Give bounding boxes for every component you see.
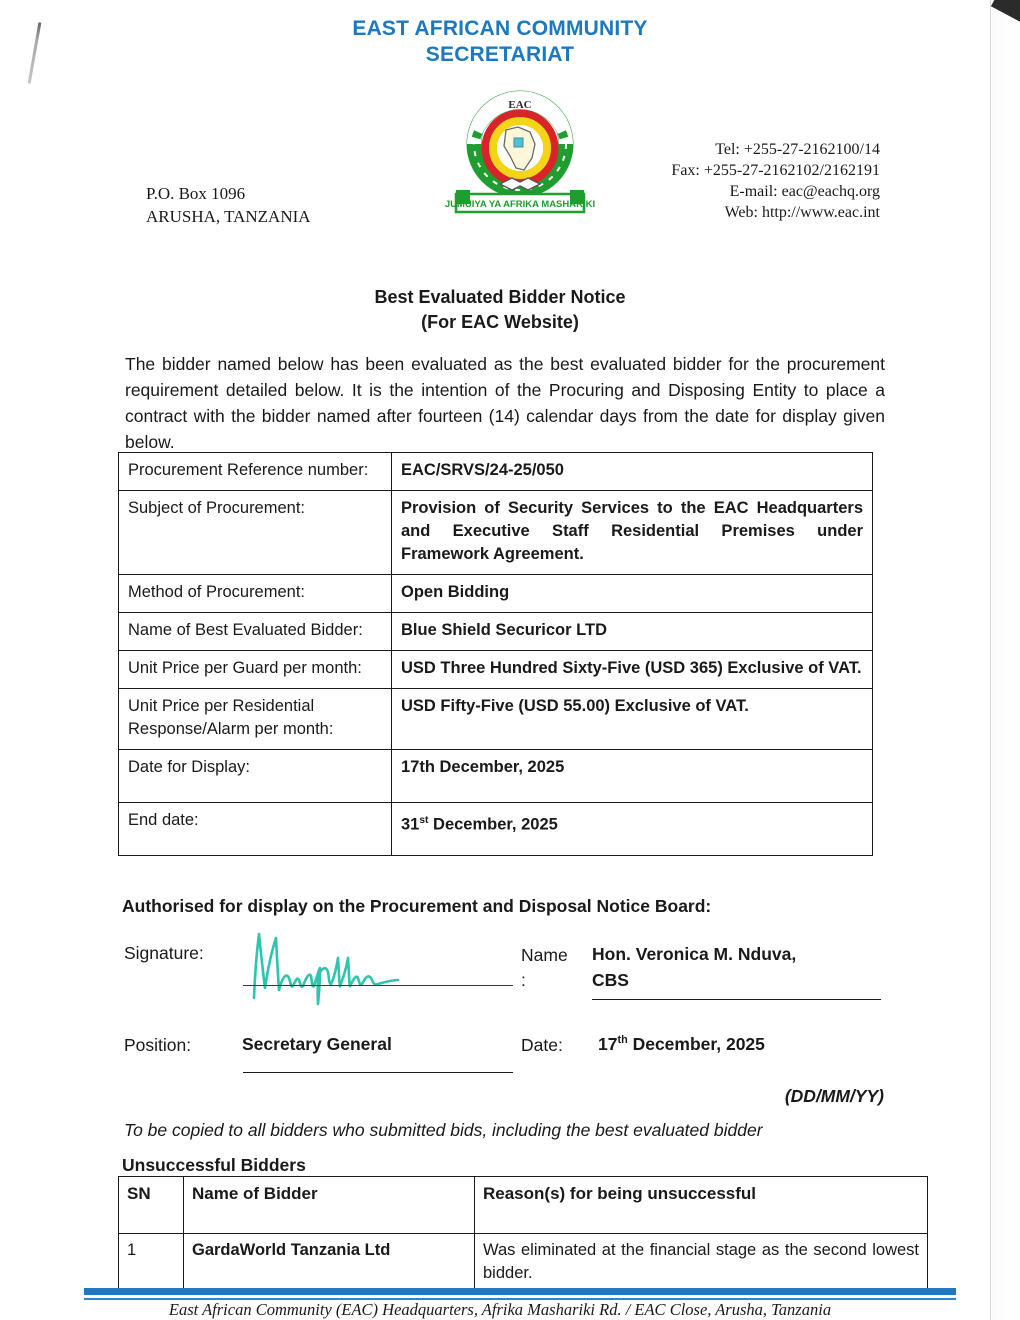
date-value (598, 1034, 765, 1055)
table-row (119, 689, 873, 750)
postal-address (146, 182, 311, 228)
table-row (119, 651, 873, 689)
contact-fax: Fax: +255-27-2162102/2162191 (671, 162, 880, 179)
detail-value-end-date (392, 803, 873, 856)
organisation-title (0, 16, 1000, 68)
postal-box: P.O. Box 1096 (146, 184, 246, 203)
table-row (119, 491, 873, 575)
table-row (119, 575, 873, 613)
table-header-row (119, 1177, 928, 1234)
eac-logo (440, 86, 600, 218)
contact-tel: Tel: +255-27-2162100/14 (715, 141, 880, 158)
table-row (119, 803, 873, 856)
procurement-details-table (118, 452, 873, 856)
detail-label: Unit Price per Guard per month: (119, 651, 392, 689)
signatory-name (592, 941, 884, 993)
signature-underline (243, 985, 513, 986)
logo-eac-text: EAC (508, 99, 532, 111)
organisation-name: EAST AFRICAN COMMUNITY (352, 17, 648, 40)
detail-value: USD Fifty-Five (USD 55.00) Exclusive of VAT. (392, 689, 873, 750)
bidder-name: GardaWorld Tanzania Ltd (184, 1234, 475, 1293)
position-label: Position: (124, 1035, 192, 1055)
detail-label: Name of Best Evaluated Bidder: (119, 613, 392, 651)
name-label-text: Name (521, 945, 568, 965)
signature-image (246, 928, 446, 1006)
end-date-day: 31 (401, 815, 420, 834)
handwritten-signature-icon (246, 928, 446, 1006)
bidder-sn: 1 (119, 1234, 184, 1293)
contact-email: E-mail: eac@eachq.org (729, 183, 880, 200)
eac-emblem-icon (440, 86, 600, 218)
table-row (119, 1234, 928, 1293)
detail-label: Subject of Procurement: (119, 491, 392, 575)
column-header-sn: SN (119, 1177, 184, 1234)
detail-value: Blue Shield Securicor LTD (392, 613, 873, 651)
name-underline (592, 999, 881, 1000)
name-label (521, 943, 581, 993)
table-row (119, 613, 873, 651)
authorisation-heading: Authorised for display on the Procurement and Disposal Notice Board: (122, 896, 712, 916)
table-row (119, 750, 873, 803)
date-day: 17 (598, 1034, 618, 1054)
footer-bar (84, 1288, 956, 1295)
column-header-bidder-name: Name of Bidder (184, 1177, 475, 1234)
signatory-name-line1: Hon. Veronica M. Nduva, (592, 944, 797, 964)
copy-distribution-note: To be copied to all bidders who submitted bids, including the best evaluated bidder (124, 1120, 763, 1140)
organisation-subtitle: SECRETARIAT (425, 43, 575, 66)
unsuccessful-bidders-table (118, 1176, 928, 1293)
detail-value: Open Bidding (392, 575, 873, 613)
detail-label: Date for Display: (119, 750, 392, 803)
detail-value: 17th December, 2025 (392, 750, 873, 803)
table-row (119, 453, 873, 491)
detail-value: USD Three Hundred Sixty-Five (USD 365) Exclusive of VAT. (392, 651, 873, 689)
date-suffix: th (617, 1034, 628, 1047)
bidder-reason: Was eliminated at the financial stage as the second lowest bidder. (475, 1234, 928, 1293)
logo-banner-text: JUMUIYA YA AFRIKA MASHARIKI (444, 199, 596, 210)
scan-edge-shading (991, 0, 1020, 1320)
footer-address: East African Community (EAC) Headquarters, Afrika Mashariki Rd. / EAC Close, Arusha, Tanzania (168, 1300, 832, 1319)
detail-label: Unit Price per Residential Response/Alarm per month: (119, 689, 392, 750)
postal-city: ARUSHA, TANZANIA (146, 207, 311, 226)
end-date-rest: December, 2025 (428, 815, 558, 834)
detail-label: End date: (119, 803, 392, 856)
intro-paragraph: The bidder named below has been evaluated as the best evaluated bidder for the procurement requirement detailed below. It is the intention of the Procuring and Disposing Entity to place a contract with the bidder named after fourteen (14) calendar days from the date for display given below. (125, 354, 885, 452)
date-rest: December, 2025 (627, 1034, 765, 1054)
contact-web: Web: http://www.eac.int (724, 204, 880, 221)
signature-label: Signature: (124, 943, 204, 963)
column-header-reason: Reason(s) for being unsuccessful (475, 1177, 928, 1234)
end-date-suffix: st (419, 815, 429, 826)
detail-label: Method of Procurement: (119, 575, 392, 613)
name-label-colon: : (521, 970, 526, 990)
detail-value: Provision of Security Services to the EAC Headquarters and Executive Staff Residential Premises under Framework Agreement. (392, 491, 873, 575)
position-underline (243, 1072, 513, 1073)
page-title-line1: Best Evaluated Bidder Notice (374, 287, 626, 307)
date-format-hint: (DD/MM/YY) (784, 1086, 884, 1106)
date-label: Date: (521, 1035, 563, 1055)
scan-edge-line (990, 0, 991, 1320)
page-title-line2: (For EAC Website) (421, 312, 579, 332)
signatory-name-line2: CBS (592, 970, 629, 990)
unsuccessful-bidders-heading: Unsuccessful Bidders (122, 1155, 306, 1175)
detail-label: Procurement Reference number: (119, 453, 392, 491)
page-title (0, 285, 1000, 335)
detail-value: EAC/SRVS/24-25/050 (392, 453, 873, 491)
position-value: Secretary General (242, 1034, 392, 1054)
contact-details (600, 139, 880, 223)
